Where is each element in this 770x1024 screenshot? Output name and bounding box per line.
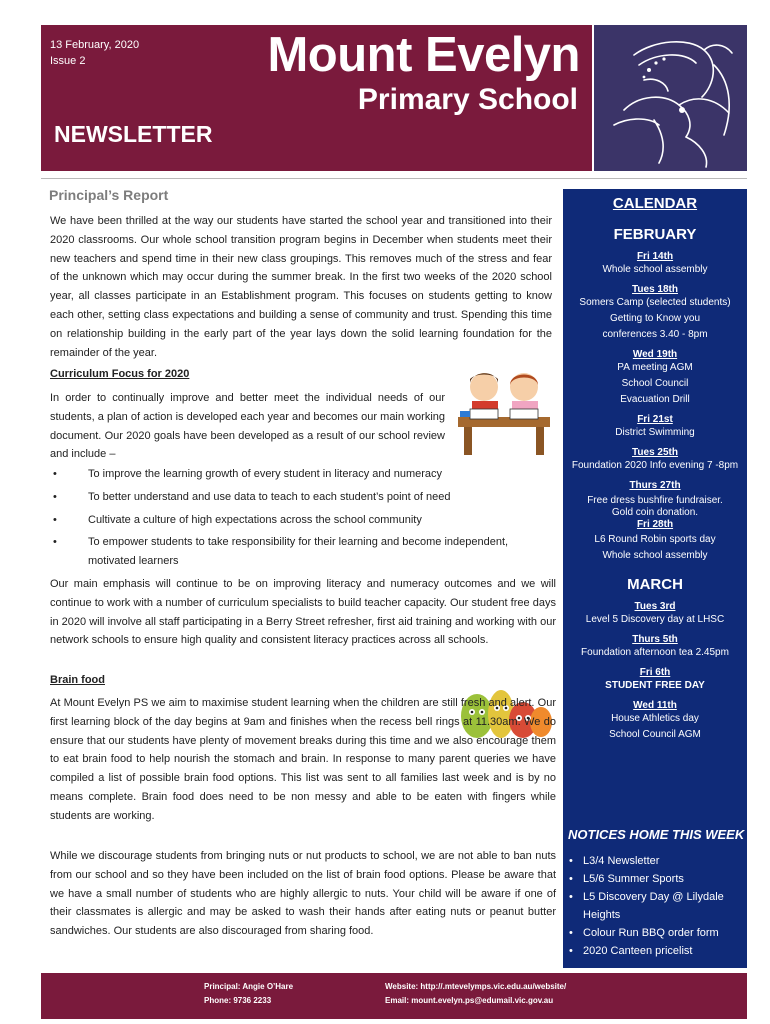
calendar-event: Getting to Know you (609, 313, 701, 324)
calendar-day: Tues 25th (632, 447, 678, 458)
school-name: Mount Evelyn (267, 28, 580, 82)
heading-brain-food: Brain food (50, 674, 105, 686)
masthead (41, 25, 592, 171)
footer-principal: Principal: Angie O’Hare (204, 982, 294, 991)
issue-number: Issue 2 (50, 55, 86, 67)
calendar-day: Fri 14th (636, 251, 674, 262)
calendar-event: House Athletics day (611, 713, 699, 724)
calendar-day: Fri 6th (639, 667, 671, 678)
footer-phone: Phone: 9736 2233 (204, 996, 272, 1005)
calendar-event: Evacuation Drill (620, 394, 690, 405)
notice-item: • L5 Discovery Day @ Lilydale Heights (569, 888, 747, 924)
month-march: MARCH (627, 576, 683, 593)
footer-email-link[interactable]: Email: mount.evelyn.ps@edumail.vic.gov.au (385, 996, 554, 1005)
footer (41, 973, 747, 1019)
calendar-day: Tues 3rd (634, 601, 676, 612)
calendar-day: Tues 18th (632, 284, 678, 295)
calendar-event: School Council (621, 378, 689, 389)
month-february: FEBRUARY (613, 226, 697, 243)
calendar-event: Foundation 2020 Info evening 7 -8pm (571, 460, 739, 471)
curriculum-paragraph: In order to continually improve and better meet the individual needs of our students, a plan of action is developed each year and becomes our main working document. Our 2020 goals have been developed as a result of our school review and include – (50, 392, 445, 461)
intro-paragraph: We have been thrilled at the way our students have started the school year and transitioned into their 2020 classrooms. Our whole school transition program begins in December when students meet their new teachers and spend time in their new class groupings. This removes much of the stress and fear of the unknown which may occur during the summer break. In the first two weeks of the 2020 school year, all classes participate in an Establishment program. This focuses on students getting to know each other, setting class expectations and building a sense of community and trust. Spending this time on relationship building in the early part of the year lays down the solid learning foundation for the remainder of the year. (50, 215, 552, 359)
calendar-event: L6 Round Robin sports day (594, 534, 716, 545)
calendar-day: Thurs 5th (632, 634, 678, 645)
section-title-principals-report: Principal’s Report (49, 187, 169, 203)
calendar-day: Thurs 27th (629, 480, 681, 491)
calendar-event: Foundation afternoon tea 2.45pm (581, 647, 729, 658)
heading-curriculum-focus: Curriculum Focus for 2020 (50, 368, 190, 380)
school-type: Primary School (357, 83, 578, 116)
emphasis-paragraph: Our main emphasis will continue to be on improving literacy and numeracy outcomes and we will continue to work with a number of curriculum specialists to build teacher capacity. Our student free days in 2020 will involve all staff participating in a Berry Street refresher, first aid training and working with our network schools to ensure high quality and consistent literacy practices across all schools. (50, 578, 556, 647)
calendar-event: District Swimming (615, 427, 695, 438)
calendar-day: Wed 11th (633, 700, 677, 711)
calendar-event: School Council AGM (609, 729, 701, 740)
calendar-event: Gold coin donation. (611, 507, 699, 518)
notices-list (563, 852, 747, 960)
school-crest-logo (594, 25, 747, 171)
brain-food-paragraph: At Mount Evelyn PS we aim to maximise student learning when the children are still fresh and alert. Our first learning block of the day begins at 9am and finishes when the recess bell rings at 11.30am. We do ensure that our students have plenty of movement breaks during this time and we also encourage them to eat brain food to help nourish the stomach and brain. In response to many parent queries we have compiled a list of possible brain food options. This list was sent to all families last week and is by no means complete. Brain food does need to be non messy and able to be eaten with fingers while students are working. (50, 697, 556, 822)
footer-website-link[interactable]: Website: http://.mtevelymps.vic.edu.au/website/ (385, 982, 567, 991)
goal-item: • To empower students to take responsibility for their learning and become independent, motivated learners (50, 533, 558, 571)
calendar-event: conferences 3.40 - 8pm (602, 329, 708, 340)
calendar-event: Whole school assembly (602, 264, 708, 275)
notice-item: • L3/4 Newsletter (569, 852, 747, 870)
goals-list (50, 465, 558, 575)
calendar-title: CALENDAR (612, 195, 698, 212)
nuts-paragraph: While we discourage students from bringing nuts or nut products to school, we are not able to ban nuts from our school and so they have been included on the list of brain food options. Please be aware that we have a small number of students who are highly allergic to nuts. Your child will be aware if one of their classmates is allergic and may be asked to wash their hands after eating nuts or peanut butter sandwiches. Our students are also discouraged from sharing food. (50, 850, 556, 938)
notices-title: NOTICES HOME THIS WEEK (568, 827, 745, 842)
notice-item: • 2020 Canteen pricelist (569, 942, 747, 960)
header-divider (41, 178, 747, 179)
calendar-event: Whole school assembly (602, 550, 708, 561)
notice-item: • L5/6 Summer Sports (569, 870, 747, 888)
calendar-day: Fri 28th (636, 519, 674, 530)
goal-item: • To better understand and use data to teach to each student’s point of need (50, 488, 558, 507)
students-reading-illustration (452, 365, 554, 457)
calendar-event: Free dress bushfire fundraiser. (587, 495, 723, 506)
issue-date: 13 February, 2020 (50, 39, 140, 51)
notices-panel (563, 822, 747, 968)
notice-item: • Colour Run BBQ order form (569, 924, 747, 942)
goal-item: • To improve the learning growth of every student in literacy and numeracy (50, 465, 558, 484)
calendar-event: PA meeting AGM (617, 362, 693, 373)
calendar-event: Somers Camp (selected students) (579, 297, 731, 308)
calendar-day: Fri 21st (637, 414, 673, 425)
calendar-event: STUDENT FREE DAY (605, 680, 705, 691)
calendar-day: Wed 19th (632, 349, 678, 360)
goal-item: • Cultivate a culture of high expectations across the school community (50, 511, 558, 530)
calendar-event: Level 5 Discovery day at LHSC (585, 614, 725, 625)
newsletter-title: NEWSLETTER (54, 121, 213, 147)
calendar-panel (563, 189, 747, 822)
